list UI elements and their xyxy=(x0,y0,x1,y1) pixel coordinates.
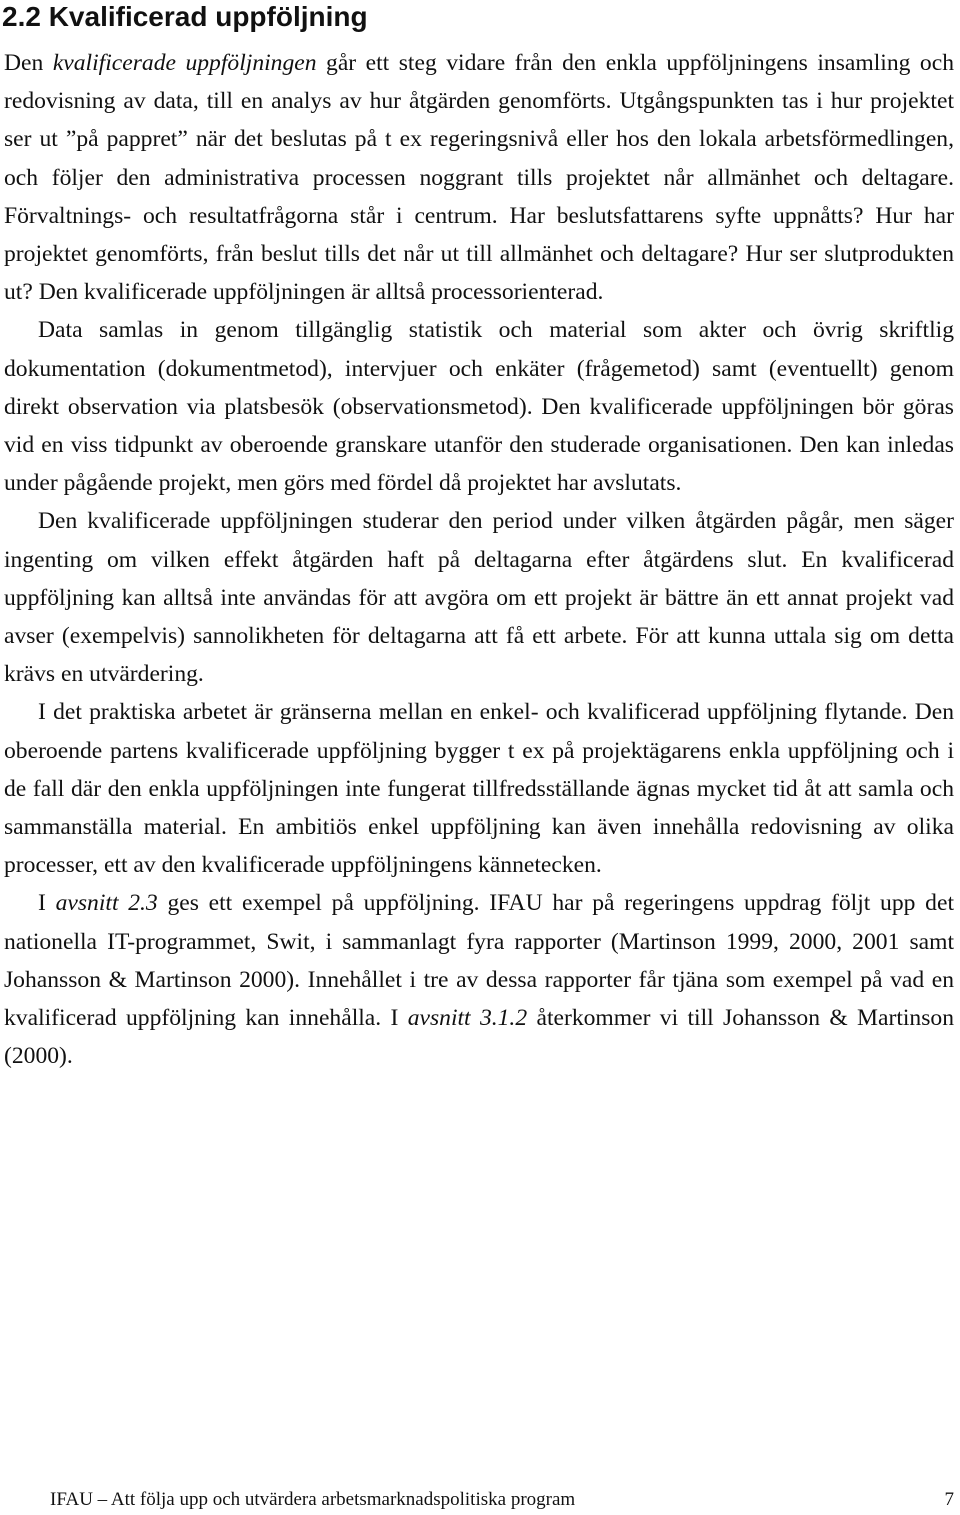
section-heading: 2.2 Kvalificerad uppföljning xyxy=(2,1,368,32)
paragraph-3 xyxy=(4,502,954,693)
paragraph-5 xyxy=(4,884,954,1075)
paragraph-4-text-1: I det praktiska arbetet är gränserna mellan en enkel- och kvalificerad uppföljning flytande. Den oberoende partens kvalificerade uppföljning bygger t ex på projektägarens enkla uppföljning och i de fall där den enkla uppföljningen inte fungerat tillfredsställande ägnas mycket tid åt att samla och sammanställa material. En ambitiös enkel uppföljning kan även innehålla redovisning av olika processer, ett av den kvalificerade uppföljningens kännetecken. xyxy=(4,699,954,879)
paragraph-1 xyxy=(4,44,954,311)
paragraph-5-text-1: I xyxy=(38,890,56,917)
paragraph-1-term-kvalificerade-uppfoljningen: kvalificerade uppföljningen xyxy=(52,50,317,76)
page-footer xyxy=(2,1488,956,1512)
paragraph-5-text-3: återkommer vi till Johansson & Martinson (2000). xyxy=(4,1005,955,1070)
paragraph-4 xyxy=(4,693,954,884)
paragraph-5-reference-avsnitt-2-3: avsnitt 2.3 xyxy=(55,890,158,917)
paragraph-5-reference-avsnitt-3-1-2: avsnitt 3.1.2 xyxy=(407,1005,528,1032)
paragraph-1-text-2: går ett steg vidare från den enkla uppföljningens insamling och redovisning av data, till en analys av hur åtgärden genomförts. Utgångspunkten tas i hur projektet ser ut ”på pappret” när det beslutas på t ex regeringsnivå eller hos den lokala arbetsförmedlingen, och följer den administrativa processen noggrant tills projektet når allmänhet och deltagare. Förvaltnings- och resultatfrågorna står i centrum. Har beslutsfattarens syfte uppnåtts? Hur har projektet genomförts, från beslut tills det når ut till allmänhet och deltagare? Hur ser slutprodukten ut? Den kvalificerade uppföljningen är alltså processorienterad. xyxy=(4,50,954,306)
footer-running-title: IFAU – Att följa upp och utvärdera arbetsmarknadspolitiska program xyxy=(50,1489,576,1510)
paragraph-2-text-1: Data samlas in genom tillgänglig statistik och material som akter och övrig skriftlig dokumentation (dokumentmetod), intervjuer och enkäter (frågemetod) samt (eventuellt) genom direkt observation via platsbesök (observationsmetod). Den kvalificerade uppföljningen bör göras vid en viss tidpunkt av oberoende granskare utanför den studerade organisationen. Den kan inledas under pågående projekt, men görs med fördel då projektet har avslutats. xyxy=(4,317,954,497)
paragraph-3-text-1: Den kvalificerade uppföljningen studerar den period under vilken åtgärden pågår, men säger ingenting om vilken effekt åtgärden haft på deltagarna efter åtgärdens slut. En kvalificerad uppföljning kan alltså inte användas för att avgöra om ett projekt är bättre än ett annat projekt vad avser (exempelvis) sannolikheten för deltagarna att få ett arbete. För att kunna uttala sig om detta krävs en utvärdering. xyxy=(4,508,954,688)
footer-page-number: 7 xyxy=(944,1489,954,1510)
paragraph-1-text-1: Den xyxy=(4,50,53,76)
paragraph-5-text-2: ges ett exempel på uppföljning. IFAU har på regeringens uppdrag följt upp det nationella IT-programmet, Swit, i sammanlagt fyra rapporter (Martinson 1999, 2000, 2001 samt Johansson & Martinson 2000). Innehållet i tre av dessa rapporter får tjäna som exempel på vad en kvalificerad uppföljning kan innehålla. I xyxy=(4,890,954,1032)
body-text xyxy=(4,44,954,1075)
paragraph-2 xyxy=(4,311,954,502)
